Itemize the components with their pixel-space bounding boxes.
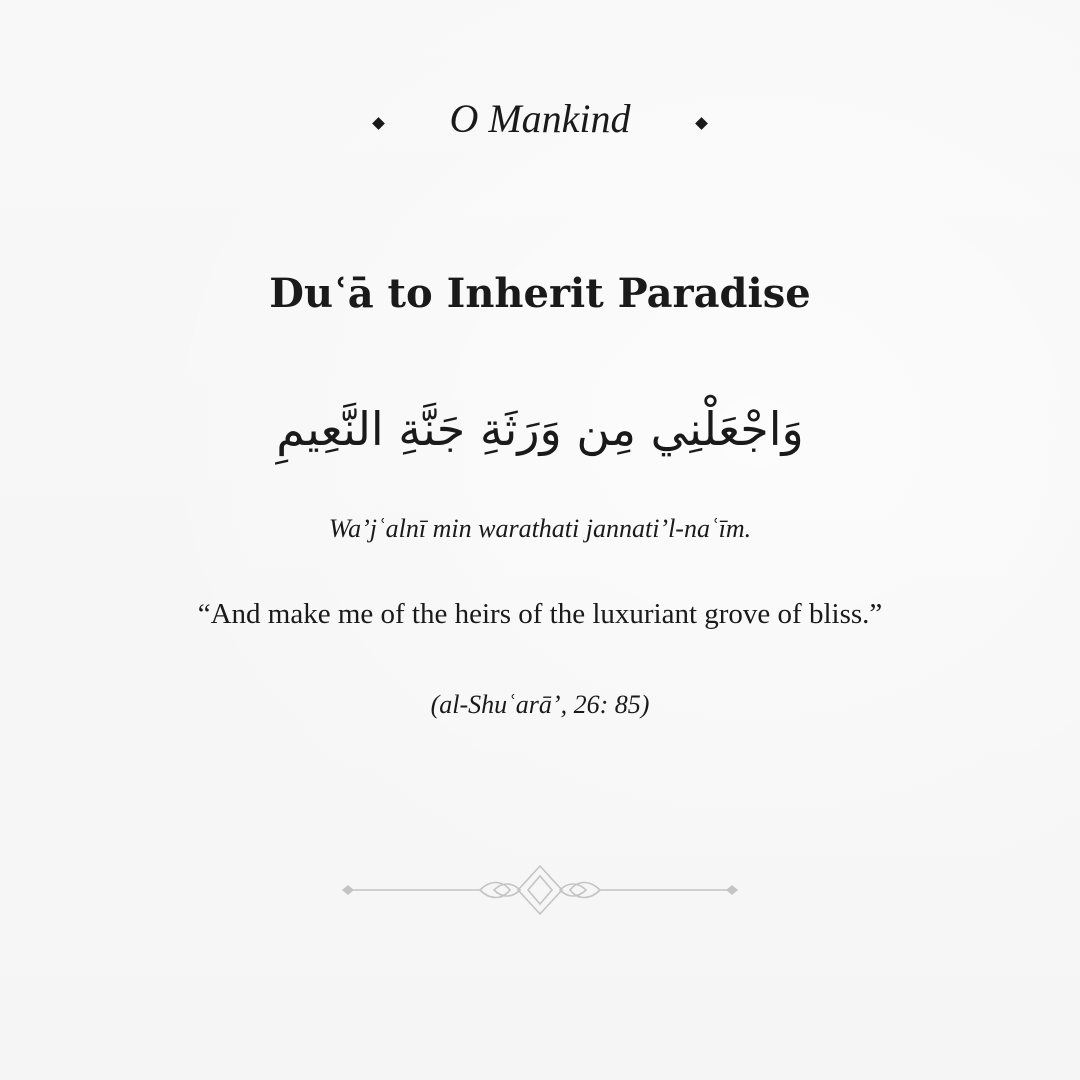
arabic-text: وَاجْعَلْنِي مِن وَرَثَةِ جَنَّةِ النَّعِيمِ <box>276 402 804 456</box>
page-title: Duʿā to Inherit Paradise <box>269 270 811 317</box>
right-diamond-icon <box>695 117 708 130</box>
left-diamond-icon <box>373 117 386 130</box>
transliteration-text: Wa’jʿalnī min warathati jannati’l-naʿīm. <box>328 514 752 543</box>
ornamental-divider-icon <box>330 858 750 922</box>
header <box>0 88 1080 148</box>
translation-text: “And make me of the heirs of the luxuriant grove of bliss.” <box>197 598 883 630</box>
reference-text: (al-Shuʿarā’, 26: 85) <box>430 690 650 719</box>
header-title: O Mankind <box>449 95 631 141</box>
